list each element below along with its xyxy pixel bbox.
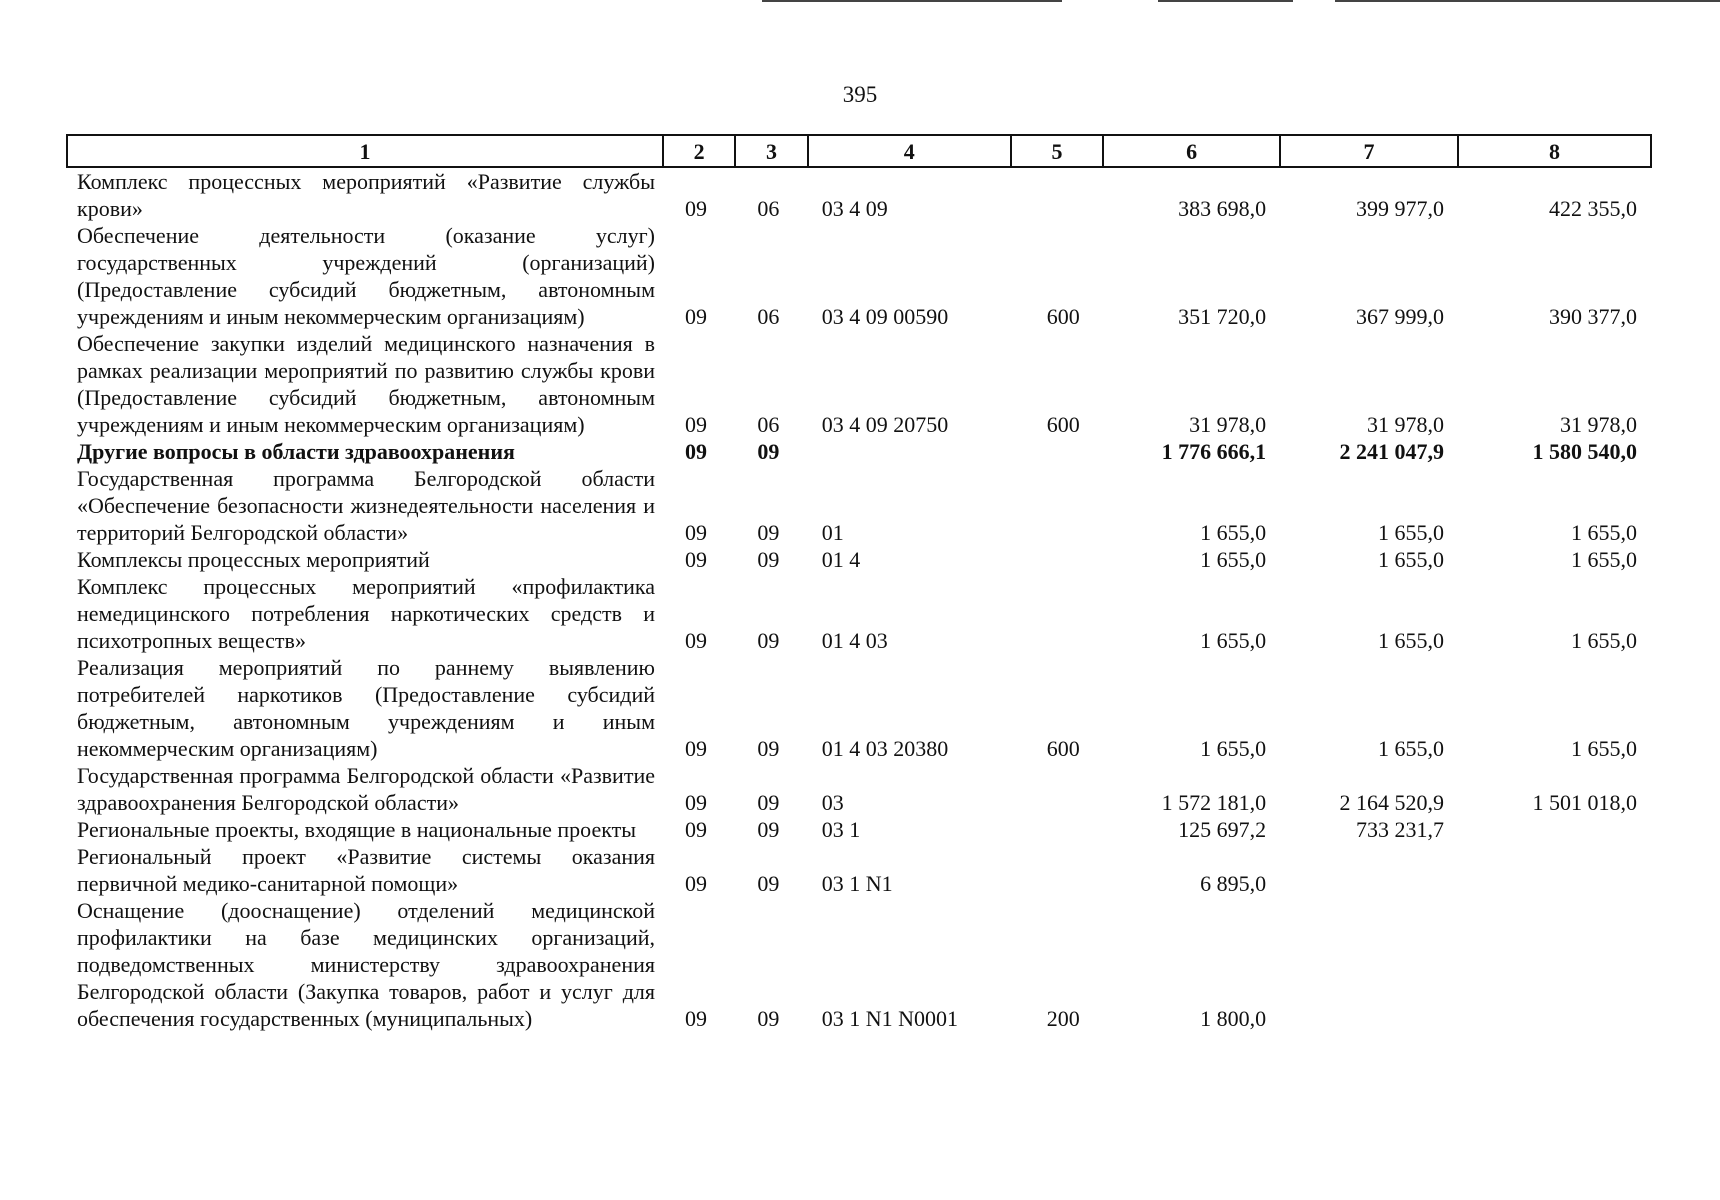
amount-col-7: 1 655,0 <box>1377 628 1444 653</box>
subsection-code: 09 <box>757 628 780 653</box>
amount-col-6: 383 698,0 <box>1178 196 1267 221</box>
expense-type-code <box>1011 465 1103 546</box>
subsection-code: 09 <box>757 520 780 545</box>
row-description: Региональный проект «Развитие системы оказания первичной медико-санитарной помощи» <box>77 844 655 896</box>
amount-col-6: 1 572 181,0 <box>1161 790 1267 815</box>
table-row <box>67 762 1651 816</box>
amount-col-8: 390 377,0 <box>1549 304 1637 329</box>
target-article-code: 03 4 09 20750 <box>821 412 949 437</box>
column-header: 4 <box>808 135 1011 167</box>
amount-col-8 <box>1458 843 1651 897</box>
amount-col-8: 1 655,0 <box>1571 736 1637 761</box>
target-article-code: 03 1 <box>821 817 861 842</box>
row-description: Комплекс процессных мероприятий «Развитие службы крови» <box>77 169 655 221</box>
section-code: 09 <box>685 871 707 896</box>
row-description: Государственная программа Белгородской области «Обеспечение безопасности жизнедеятельности населения и территорий Белгородской области» <box>77 466 655 545</box>
amount-col-7 <box>1280 897 1458 1032</box>
column-header: 5 <box>1011 135 1103 167</box>
subsection-code: 09 <box>757 817 780 842</box>
amount-col-8: 1 655,0 <box>1571 520 1637 545</box>
section-code: 09 <box>685 547 707 572</box>
amount-col-6: 1 655,0 <box>1200 547 1267 572</box>
table-header-row <box>67 135 1651 167</box>
target-article-code: 03 4 09 <box>821 196 888 221</box>
section-code: 09 <box>685 439 707 464</box>
amount-col-6: 6 895,0 <box>1200 871 1267 896</box>
table-row <box>67 654 1651 762</box>
column-header: 1 <box>67 135 663 167</box>
row-description: Комплексы процессных мероприятий <box>77 547 430 572</box>
section-code: 09 <box>685 304 707 329</box>
expense-type-code: 600 <box>1046 736 1080 761</box>
scan-edge-line <box>1158 0 1293 2</box>
section-code: 09 <box>685 628 707 653</box>
target-article-code: 03 <box>821 790 844 815</box>
expense-type-code <box>1011 573 1103 654</box>
subsection-code: 06 <box>757 304 780 329</box>
expense-type-code <box>1011 167 1103 222</box>
section-code: 09 <box>685 736 707 761</box>
section-code: 09 <box>685 196 707 221</box>
row-description: Другие вопросы в области здравоохранения <box>77 439 515 464</box>
target-article-code: 01 4 03 20380 <box>821 736 949 761</box>
amount-col-7: 1 655,0 <box>1377 736 1444 761</box>
amount-col-7: 1 655,0 <box>1377 520 1444 545</box>
table-row <box>67 465 1651 546</box>
amount-col-8: 31 978,0 <box>1560 412 1637 437</box>
section-code: 09 <box>685 817 707 842</box>
subsection-code: 09 <box>757 547 780 572</box>
amount-col-7: 733 231,7 <box>1355 817 1444 842</box>
amount-col-6: 125 697,2 <box>1178 817 1267 842</box>
amount-col-8: 422 355,0 <box>1549 196 1637 221</box>
target-article-code: 03 1 N1 N0001 <box>821 1006 958 1031</box>
page-number: 395 <box>842 82 878 107</box>
table-row <box>67 843 1651 897</box>
subsection-code: 09 <box>757 790 780 815</box>
scan-edge-line <box>1335 0 1720 2</box>
expense-type-code: 600 <box>1046 412 1080 437</box>
target-article-code: 01 <box>821 520 844 545</box>
column-header: 7 <box>1280 135 1458 167</box>
amount-col-6: 1 800,0 <box>1200 1006 1267 1031</box>
amount-col-8: 1 580 540,0 <box>1532 439 1637 464</box>
amount-col-8 <box>1458 897 1651 1032</box>
amount-col-7: 31 978,0 <box>1366 412 1444 437</box>
amount-col-6: 1 655,0 <box>1200 736 1267 761</box>
amount-col-6: 1 776 666,1 <box>1161 439 1267 464</box>
row-description: Региональные проекты, входящие в национальные проекты <box>77 817 637 842</box>
amount-col-6: 31 978,0 <box>1189 412 1267 437</box>
target-article-code <box>808 438 1011 465</box>
amount-col-7: 1 655,0 <box>1377 547 1444 572</box>
table-row <box>67 897 1651 1032</box>
expense-type-code <box>1011 816 1103 843</box>
expense-type-code <box>1011 546 1103 573</box>
amount-col-7: 399 977,0 <box>1355 196 1444 221</box>
table-body <box>67 167 1651 1032</box>
table-row <box>67 573 1651 654</box>
amount-col-6: 1 655,0 <box>1200 628 1267 653</box>
scan-edge-line <box>762 0 1062 2</box>
amount-col-8: 1 501 018,0 <box>1532 790 1637 815</box>
target-article-code: 03 1 N1 <box>821 871 893 896</box>
expense-type-code <box>1011 762 1103 816</box>
table-row <box>67 438 1651 465</box>
row-description: Реализация мероприятий по раннему выявлению потребителей наркотиков (Предоставление субсидий бюджетным, автономным учреждениям и иным некоммерческим организациям) <box>77 655 655 761</box>
subsection-code: 06 <box>757 412 780 437</box>
table-row <box>67 546 1651 573</box>
amount-col-6: 1 655,0 <box>1200 520 1267 545</box>
subsection-code: 09 <box>757 1006 780 1031</box>
column-header: 2 <box>663 135 735 167</box>
section-code: 09 <box>685 520 707 545</box>
expense-type-code: 600 <box>1046 304 1080 329</box>
amount-col-7: 2 164 520,9 <box>1339 790 1444 815</box>
table-row <box>67 167 1651 222</box>
target-article-code: 01 4 03 <box>821 628 888 653</box>
target-article-code: 03 4 09 00590 <box>821 304 949 329</box>
row-description: Оснащение (дооснащение) отделений медицинской профилактики на базе медицинских организаций, подведомственных министерству здравоохранения Белгородской области (Закупка товаров, работ и услуг для обеспечения государственных (муниципальных) <box>77 898 655 1031</box>
row-description: Комплекс процессных мероприятий «профилактика немедицинского потребления наркотических средств и психотропных веществ» <box>77 574 655 653</box>
table-row <box>67 330 1651 438</box>
amount-col-6: 351 720,0 <box>1178 304 1267 329</box>
column-header: 8 <box>1458 135 1651 167</box>
expense-type-code: 200 <box>1046 1006 1080 1031</box>
column-header: 3 <box>735 135 807 167</box>
subsection-code: 09 <box>757 736 780 761</box>
subsection-code: 09 <box>757 439 780 464</box>
target-article-code: 01 4 <box>821 547 861 572</box>
table-row <box>67 222 1651 330</box>
row-description: Обеспечение деятельности (оказание услуг) государственных учреждений (организаций) (Предоставление субсидий бюджетным, автономным учреждениям и иным некоммерческим организациям) <box>77 223 655 329</box>
amount-col-8: 1 655,0 <box>1571 547 1637 572</box>
column-header: 6 <box>1103 135 1280 167</box>
expense-type-code <box>1011 843 1103 897</box>
row-description: Государственная программа Белгородской области «Развитие здравоохранения Белгородской области» <box>77 763 655 815</box>
amount-col-7: 2 241 047,9 <box>1339 439 1444 464</box>
amount-col-8: 1 655,0 <box>1571 628 1637 653</box>
budget-table <box>66 134 1652 1032</box>
table-row <box>67 816 1651 843</box>
amount-col-7 <box>1280 843 1458 897</box>
subsection-code: 09 <box>757 871 780 896</box>
expense-type-code <box>1011 438 1103 465</box>
amount-col-7: 367 999,0 <box>1355 304 1444 329</box>
subsection-code: 06 <box>757 196 780 221</box>
section-code: 09 <box>685 1006 707 1031</box>
section-code: 09 <box>685 412 707 437</box>
amount-col-8 <box>1458 816 1651 843</box>
section-code: 09 <box>685 790 707 815</box>
row-description: Обеспечение закупки изделий медицинского назначения в рамках реализации мероприятий по развитию службы крови (Предоставление субсидий бюджетным, автономным учреждениям и иным некоммерческим организациям) <box>77 331 655 437</box>
